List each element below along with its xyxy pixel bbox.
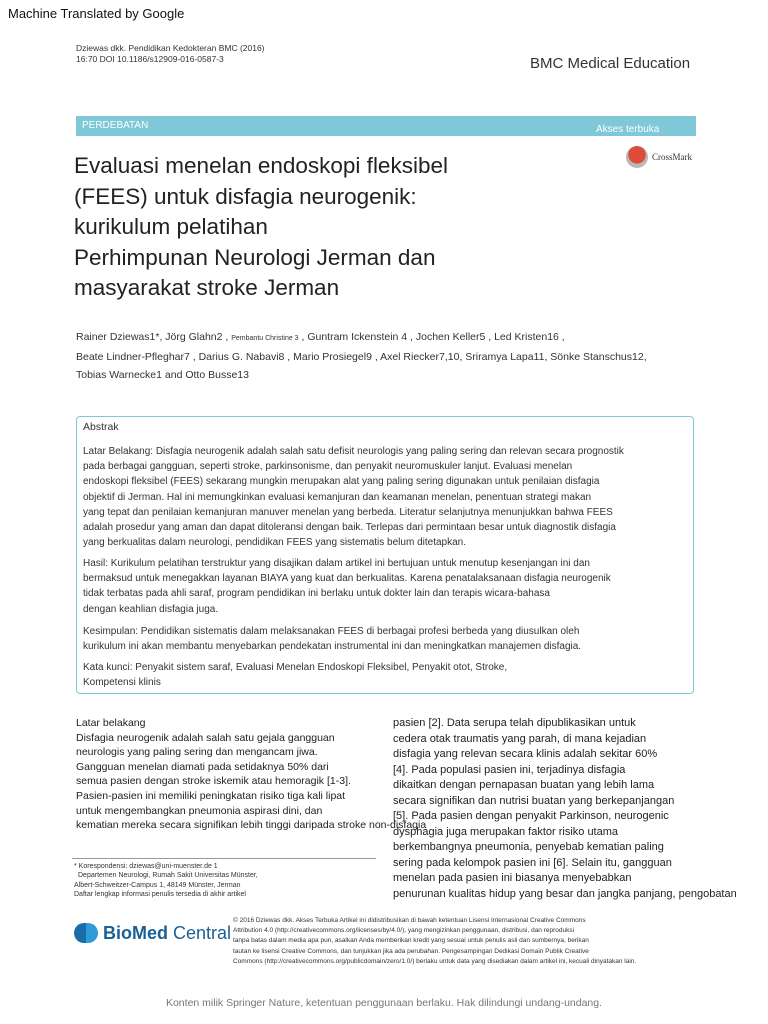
footnotes: [74, 862, 258, 900]
author-line: [76, 328, 716, 348]
machine-translated-label: Machine Translated by Google: [8, 6, 185, 21]
article-type: PERDEBATAN: [82, 120, 149, 131]
title-line: Evaluasi menelan endoskopi fleksibel: [74, 153, 448, 178]
author-segment: Rainer Dziewas1*, Jörg Glahn2 ,: [76, 331, 229, 343]
license-line: Commons (http://creativecommons.org/publicdomain/zero/1.0/) berlaku untuk data yang disediakan dalam artikel ini, kecuali dinyatakan lain.: [233, 957, 637, 965]
citation-line: Dziewas dkk. Pendidikan Kedokteran BMC (2016): [76, 43, 265, 53]
crossmark-label: CrossMark: [652, 152, 692, 162]
body-line: berkembangnya pneumonia, penyebab kematian paling: [393, 841, 664, 853]
body-column-left: [76, 716, 427, 833]
abstract-line: bermaksud untuk menegakkan layanan BIAYA yang kuat dan berkualitas. Karena penatalaksanaan disfagia neurogenik: [83, 573, 611, 585]
body-line: sering pada kelompok pasien ini [6]. Selain itu, gangguan: [393, 856, 672, 869]
body-line: disfagia yang relevan secara klinis adalah sekitar 60%: [393, 748, 658, 760]
license-line: © 2016 Dziewas dkk. Akses Terbuka Artikel ini didistribusikan di bawah ketentuan Lisensi Internasional Creative Commons: [233, 917, 586, 924]
abstract-box: [76, 416, 694, 694]
author-line: Tobias Warnecke1 and Otto Busse13: [76, 369, 249, 381]
body-line: kematian mereka secara signifikan lebih tinggi daripada stroke non-disfagia: [76, 819, 427, 832]
abstract-keywords: [83, 660, 688, 690]
title-line: kurikulum pelatihan: [74, 214, 268, 239]
body-line: cedera otak traumatis yang parah, di mana kejadian: [393, 732, 647, 745]
abstract-line: endoskopi fleksibel (FEES) sekarang mungkin merupakan alat yang paling sering digunakan untuk penilaian disfagia: [83, 476, 600, 488]
license-line: Attribution 4.0 (http://creativecommons.org/licenses/by/4.0/), yang mengizinkan penggunaan, distribusi, dan reproduksi: [233, 927, 575, 935]
abstract-background: [83, 444, 688, 550]
abstract-line: adalah prosedur yang aman dan dapat ditoleransi dengan baik. Terlepas dari permintaan besar untuk diagnostik disfagia: [83, 522, 616, 534]
footnote-line: Albert-Schweitzer-Campus 1, 48149 Münster, Jerman: [74, 881, 241, 889]
footnote-line: Daftar lengkap informasi penulis tersedia di akhir artikel: [74, 891, 246, 899]
abstract-line: Kompetensi klinis: [83, 677, 161, 689]
body-line: neurologis yang paling sering dan mengancam jiwa.: [76, 746, 318, 759]
abstract-heading: Abstrak: [83, 421, 119, 433]
abstract-line: kurikulum ini akan membantu menyebarkan pendekatan instrumental ini dan meningkatkan manajemen disfagia.: [83, 641, 582, 653]
body-line: secara signifikan dan nutrisi buatan yang berkepanjangan: [393, 794, 675, 807]
body-line: semua pasien dengan stroke iskemik atau hemoragik [1-3].: [76, 775, 351, 788]
abstract-line: tidak terbatas pada ahli saraf, program pendidikan ini berlaku untuk dokter lain dan terapis wicara-bahasa: [83, 588, 550, 600]
crossmark-icon: [626, 146, 648, 168]
page-footer: Konten milik Springer Nature, ketentuan penggunaan berlaku. Hak dilindungi undang-undang.: [165, 997, 603, 1009]
license-text: [233, 916, 753, 967]
abstract-line: Hasil: Kurikulum pelatihan terstruktur yang disajikan dalam artikel ini bertujuan untuk menutup kesenjangan ini dan: [83, 558, 590, 569]
citation: [76, 43, 265, 65]
abstract-line: dengan keahlian disfagia juga.: [83, 603, 219, 615]
license-line: tanpa batas dalam media apa pun, asalkan Anda memberikan kredit yang sesuai untuk penulis asli dan sumbernya, berikan: [233, 937, 589, 945]
footnote-line: * Korespondensi: dziewas@uni-muenster.de 1: [74, 863, 218, 870]
body-line: penurunan kualitas hidup yang besar dan jangka panjang, pengobatan: [393, 887, 737, 900]
biomed-central-icon: [74, 921, 98, 945]
body-line: dysphagia juga merupakan faktor risiko utama: [393, 825, 619, 838]
abstract-line: objektif di Jerman. Hal ini memungkinkan evaluasi kemanjuran dan keamanan menelan, penentuan strategi makan: [83, 491, 592, 503]
publisher-logo: [74, 921, 231, 945]
body-line: [5]. Pada pasien dengan penyakit Parkinson, neurogenic: [393, 810, 669, 822]
body-column-right: [393, 716, 765, 902]
body-line: Pasien-pasien ini memiliki peningkatan risiko tiga kali lipat: [76, 789, 346, 802]
body-line: pasien [2]. Data serupa telah dipublikasikan untuk: [393, 717, 636, 729]
abstract-conclusion: [83, 624, 688, 654]
abstract-line: Kesimpulan: Pendidikan sistematis dalam melaksanakan FEES di berbagai profesi berbeda yang diusulkan oleh: [83, 626, 580, 637]
body-line: [4]. Pada populasi pasien ini, terjadinya disfagia: [393, 763, 626, 776]
crossmark-badge[interactable]: [626, 146, 692, 168]
publisher-name: BioMed Central: [103, 922, 232, 943]
body-line: Gangguan menelan diamati pada setidaknya 50% dari: [76, 760, 329, 773]
title-line: masyarakat stroke Jerman: [74, 275, 340, 300]
abstract-line: yang tepat dan penilaian kemanjuran manuver menelan yang berbeda. Literatur selanjutnya menunjukkan bahwa FEES: [83, 506, 613, 518]
body-line: untuk mengembangkan pneumonia aspirasi dini, dan: [76, 804, 323, 817]
body-line: Disfagia neurogenik adalah salah satu gejala gangguan: [76, 731, 335, 744]
author-segment: , Guntram Ickenstein 4 , Jochen Keller5 , Led Kristen16 ,: [301, 331, 565, 343]
citation-line: 16:70 DOI 10.1186/s12909-016-0587-3: [76, 54, 224, 64]
footnote-line: Departemen Neurologi, Rumah Sakit Universitas Münster,: [78, 872, 258, 880]
title-line: Perhimpunan Neurologi Jerman dan: [74, 244, 436, 270]
abstract-line: Kata kunci: Penyakit sistem saraf, Evaluasi Menelan Endoskopi Fleksibel, Penyakit otot, Stroke,: [83, 662, 508, 673]
author-list: [76, 328, 716, 384]
footnote-divider: [72, 858, 376, 859]
open-access-label: Akses terbuka: [596, 124, 660, 135]
abstract-line: yang berkualitas dalam neurologi, pendidikan FEES yang sistematis belum ditetapkan.: [83, 537, 466, 549]
abstract-results: [83, 556, 688, 617]
journal-name: BMC Medical Education: [530, 55, 691, 72]
article-type-banner: [76, 116, 696, 136]
abstract-line: Latar Belakang: Disfagia neurogenik adalah salah satu defisit neurologis yang paling sering dan relevan secara prognostik: [83, 446, 624, 457]
abstract-line: pada berbagai gangguan, seperti stroke, parkinsonisme, dan penyakit neuromuskuler lanjut. Evaluasi menelan: [83, 461, 573, 473]
author-line: Beate Lindner-Pfleghar7 , Darius G. Nabavi8 , Mario Prosiegel9 , Axel Riecker7,10, Sriramya Lapa11, Sönke Stanschus12,: [76, 351, 647, 363]
title-line: (FEES) untuk disfagia neurogenik:: [74, 183, 417, 209]
section-heading: Latar belakang: [76, 717, 146, 729]
body-line: menelan pada pasien ini biasanya menyebabkan: [393, 872, 632, 884]
article-title: [74, 151, 594, 304]
license-line: tautan ke lisensi Creative Commons, dan tunjukkan jika ada perubahan. Pengesampingan Dedikasi Domain Publik Creative: [233, 947, 589, 955]
body-line: dikaitkan dengan pernapasan buatan yang lebih lama: [393, 779, 655, 791]
author-segment: Pembantu Christine 3: [231, 335, 299, 342]
